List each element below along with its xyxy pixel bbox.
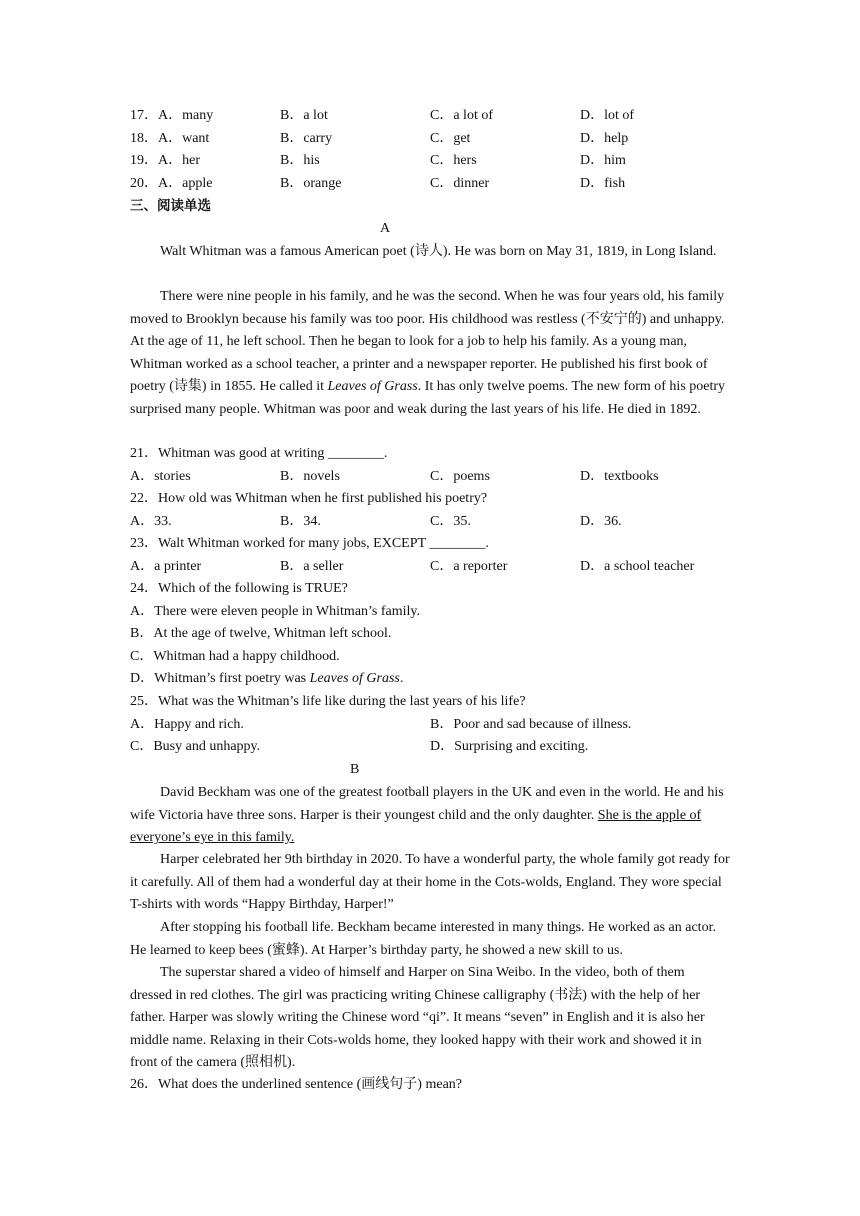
passage-b-paragraph-3: After stopping his football life. Beckham became interested in many things. He worked as an actor. He learned to keep bees (蜜蜂). At Harper’s birthday party, he showed a new skill to us. (130, 920, 716, 958)
q18-option-d: D．help (580, 131, 629, 146)
q22-option-a: A．33. (130, 514, 172, 529)
q19-option-c: C．hers (430, 153, 477, 168)
q21-option-a: A．stories (130, 469, 191, 484)
q18-option-b: B．carry (280, 131, 333, 146)
q22-option-c: C．35. (430, 514, 471, 529)
passage-a-paragraph-2: There were nine people in his family, and he was the second. When he was four years old, his family moved to Brooklyn because his family was too poor. His childhood was restless (不安宁的) and unhappy. At the age of 11, he left school. Then he began to look for a job to help his family. As a young man, Whitman worked as a school teacher, a printer and a newspaper reporter. He published his first book of poetry (诗集) in 1855. He called it Leaves of Grass. It has only twelve poems. The new form of his poetry surprised many people. Whitman was poor and weak during the last years of his life. He died in 1892. (130, 289, 726, 417)
q24-option-a: A．There were eleven people in Whitman’s family. (130, 604, 421, 619)
q22-stem: 22．How old was Whitman when he first published his poetry? (130, 491, 488, 506)
passage-b-paragraph-2: Harper celebrated her 9th birthday in 2020. To have a wonderful party, the whole family got ready for it carefully. All of them had a wonderful day at their home in the Cots-wolds, England. They wore special T-shirts with words “Happy Birthday, Harper!” (130, 852, 730, 913)
q21-stem: 21．Whitman was good at writing ________. (130, 446, 388, 461)
passage-a-paragraph-1: Walt Whitman was a famous American poet (诗人). He was born on May 31, 1819, in Long Island. (160, 244, 717, 259)
q25-option-b: B．Poor and sad because of illness. (430, 717, 632, 732)
passage-b-paragraph-1: David Beckham was one of the greatest football players in the UK and even in the world. He and his wife Victoria have three sons. Harper is their youngest child and the only daughter. She is the apple of everyone’s eye in this family. (130, 785, 724, 846)
section-heading: 三、阅读单选 (130, 198, 211, 214)
passage-b-label: B (350, 762, 360, 777)
q23-option-c: C．a reporter (430, 559, 508, 574)
q18-option-a: 18．A．want (130, 131, 210, 146)
q24-option-c: C．Whitman had a happy childhood. (130, 649, 340, 664)
q25-option-a: A．Happy and rich. (130, 717, 244, 732)
q26-stem: 26．What does the underlined sentence (画线句子) mean? (130, 1077, 463, 1092)
q20-option-c: C．dinner (430, 176, 490, 191)
q17-option-b: B．a lot (280, 108, 328, 123)
q20-option-b: B．orange (280, 176, 342, 191)
passage-a-label: A (380, 221, 391, 236)
q24-option-d: D．Whitman’s first poetry was Leaves of Grass. (130, 671, 404, 686)
q20-option-a: 20．A．apple (130, 176, 213, 191)
q25-option-d: D．Surprising and exciting. (430, 739, 589, 754)
q22-option-d: D．36. (580, 514, 622, 529)
q21-option-d: D．textbooks (580, 469, 659, 484)
book-title: Leaves of Grass (327, 379, 418, 395)
q23-option-d: D．a school teacher (580, 559, 695, 574)
q18-option-c: C．get (430, 131, 471, 146)
q25-option-c: C．Busy and unhappy. (130, 739, 261, 754)
q20-option-d: D．fish (580, 176, 626, 191)
q21-option-b: B．novels (280, 469, 340, 484)
q25-stem: 25．What was the Whitman’s life like during the last years of his life? (130, 694, 526, 709)
passage-b-paragraph-4: The superstar shared a video of himself and Harper on Sina Weibo. In the video, both of them dressed in red clothes. The girl was practicing writing Chinese calligraphy (书法) with the help of her father. Harper was slowly writing the Chinese word “qi”. It means “seven” in English and it is also her middle name. Relaxing in their Cots-wolds home, they looked happy with their work and showed it in front of the camera (照相机). (130, 965, 705, 1071)
q19-option-a: 19．A．her (130, 153, 200, 168)
q23-option-a: A．a printer (130, 559, 202, 574)
q23-option-b: B．a seller (280, 559, 344, 574)
q19-option-d: D．him (580, 153, 626, 168)
q17-option-d: D．lot of (580, 108, 635, 123)
q22-option-b: B．34. (280, 514, 321, 529)
q24-stem: 24．Which of the following is TRUE? (130, 581, 348, 596)
q21-option-c: C．poems (430, 469, 490, 484)
underlined-sentence: She is the apple of everyone’s eye in this family. (130, 807, 702, 846)
q17-option-a: 17．A．many (130, 108, 214, 123)
q19-option-b: B．his (280, 153, 320, 168)
q24-option-b: B．At the age of twelve, Whitman left school. (130, 626, 392, 641)
q23-stem: 23．Walt Whitman worked for many jobs, EXCEPT ________. (130, 536, 489, 551)
q17-option-c: C．a lot of (430, 108, 493, 123)
